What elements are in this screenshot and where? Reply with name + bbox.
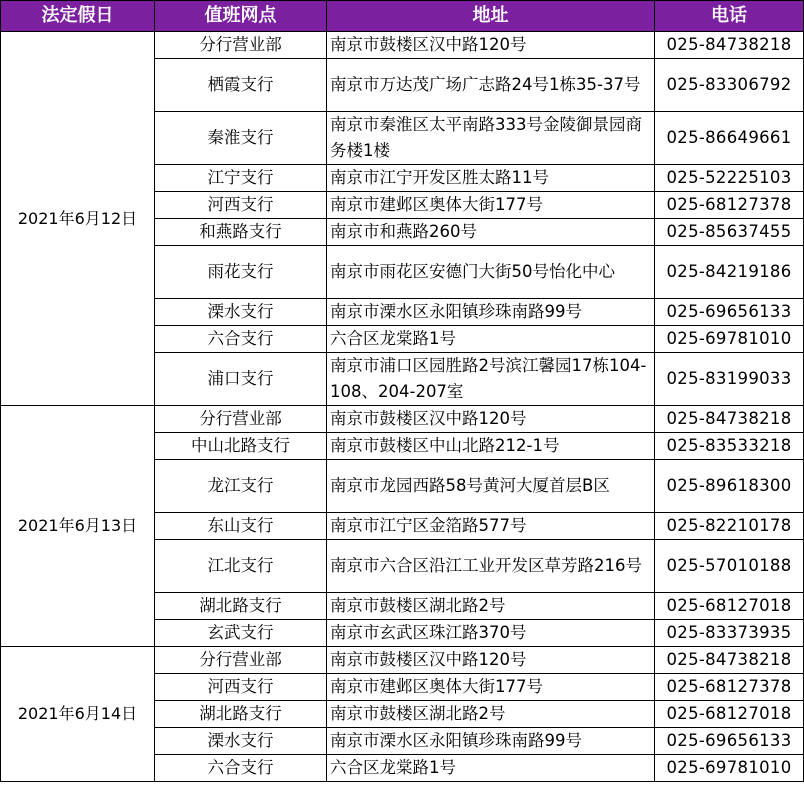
branch-address: 南京市秦淮区太平南路333号金陵御景园商务楼1楼 [327,112,655,165]
header-date: 法定假日 [1,1,155,32]
branch-name: 玄武支行 [155,620,327,647]
branch-phone: 025-84219186 [655,246,804,299]
branch-address: 南京市建邺区奥体大街177号 [327,192,655,219]
branch-address: 南京市鼓楼区湖北路2号 [327,593,655,620]
branch-name: 河西支行 [155,674,327,701]
branch-name: 江宁支行 [155,165,327,192]
branch-address: 南京市六合区沿江工业开发区草芳路216号 [327,540,655,593]
branch-phone: 025-69656133 [655,299,804,326]
branch-phone: 025-84738218 [655,32,804,59]
branch-name: 湖北路支行 [155,593,327,620]
branch-address: 南京市鼓楼区汉中路120号 [327,406,655,433]
branch-address: 南京市龙园西路58号黄河大厦首层B区 [327,460,655,513]
branch-phone: 025-85637455 [655,219,804,246]
branch-address: 南京市溧水区永阳镇珍珠南路99号 [327,728,655,755]
branch-address: 六合区龙棠路1号 [327,755,655,782]
branch-address: 南京市鼓楼区中山北路212-1号 [327,433,655,460]
branch-name: 六合支行 [155,326,327,353]
branch-name: 龙江支行 [155,460,327,513]
branch-name: 河西支行 [155,192,327,219]
branch-phone: 025-69781010 [655,755,804,782]
branch-address: 南京市万达茂广场广志路24号1栋35-37号 [327,59,655,112]
branch-address: 南京市溧水区永阳镇珍珠南路99号 [327,299,655,326]
branch-name: 东山支行 [155,513,327,540]
branch-phone: 025-84738218 [655,647,804,674]
branch-name: 溧水支行 [155,299,327,326]
branch-name: 雨花支行 [155,246,327,299]
branch-name: 和燕路支行 [155,219,327,246]
holiday-date-cell: 2021年6月14日 [1,647,155,782]
branch-phone: 025-82210178 [655,513,804,540]
holiday-date-cell: 2021年6月12日 [1,32,155,406]
header-branch: 值班网点 [155,1,327,32]
branch-address: 南京市浦口区园胜路2号滨江馨园17栋104-108、204-207室 [327,353,655,406]
branch-phone: 025-52225103 [655,165,804,192]
branch-address: 南京市鼓楼区汉中路120号 [327,647,655,674]
branch-phone: 025-86649661 [655,112,804,165]
branch-phone: 025-83533218 [655,433,804,460]
branch-phone: 025-68127018 [655,701,804,728]
branch-phone: 025-69781010 [655,326,804,353]
branch-name: 中山北路支行 [155,433,327,460]
header-phone: 电话 [655,1,804,32]
branch-address: 南京市鼓楼区汉中路120号 [327,32,655,59]
branch-name: 分行营业部 [155,406,327,433]
branch-address: 六合区龙棠路1号 [327,326,655,353]
branch-name: 浦口支行 [155,353,327,406]
branch-address: 南京市江宁开发区胜太路11号 [327,165,655,192]
branch-phone: 025-68127378 [655,674,804,701]
header-address: 地址 [327,1,655,32]
header-row [1,1,804,32]
branch-name: 分行营业部 [155,32,327,59]
table-row [1,647,804,674]
branch-phone: 025-68127018 [655,593,804,620]
table-row [1,406,804,433]
branch-address: 南京市建邺区奥体大街177号 [327,674,655,701]
branch-phone: 025-84738218 [655,406,804,433]
branch-name: 六合支行 [155,755,327,782]
branch-name: 江北支行 [155,540,327,593]
holiday-date-cell: 2021年6月13日 [1,406,155,647]
branch-address: 南京市雨花区安德门大街50号怡化中心 [327,246,655,299]
branch-phone: 025-83306792 [655,59,804,112]
branch-address: 南京市玄武区珠江路370号 [327,620,655,647]
branch-address: 南京市鼓楼区湖北路2号 [327,701,655,728]
table-row [1,32,804,59]
branch-phone: 025-89618300 [655,460,804,513]
branch-name: 秦淮支行 [155,112,327,165]
branch-phone: 025-68127378 [655,192,804,219]
branch-address: 南京市和燕路260号 [327,219,655,246]
branch-address: 南京市江宁区金箔路577号 [327,513,655,540]
branch-name: 溧水支行 [155,728,327,755]
branch-phone: 025-83199033 [655,353,804,406]
branch-phone: 025-69656133 [655,728,804,755]
branch-phone: 025-57010188 [655,540,804,593]
branch-phone: 025-83373935 [655,620,804,647]
branch-name: 栖霞支行 [155,59,327,112]
branch-name: 湖北路支行 [155,701,327,728]
branch-name: 分行营业部 [155,647,327,674]
